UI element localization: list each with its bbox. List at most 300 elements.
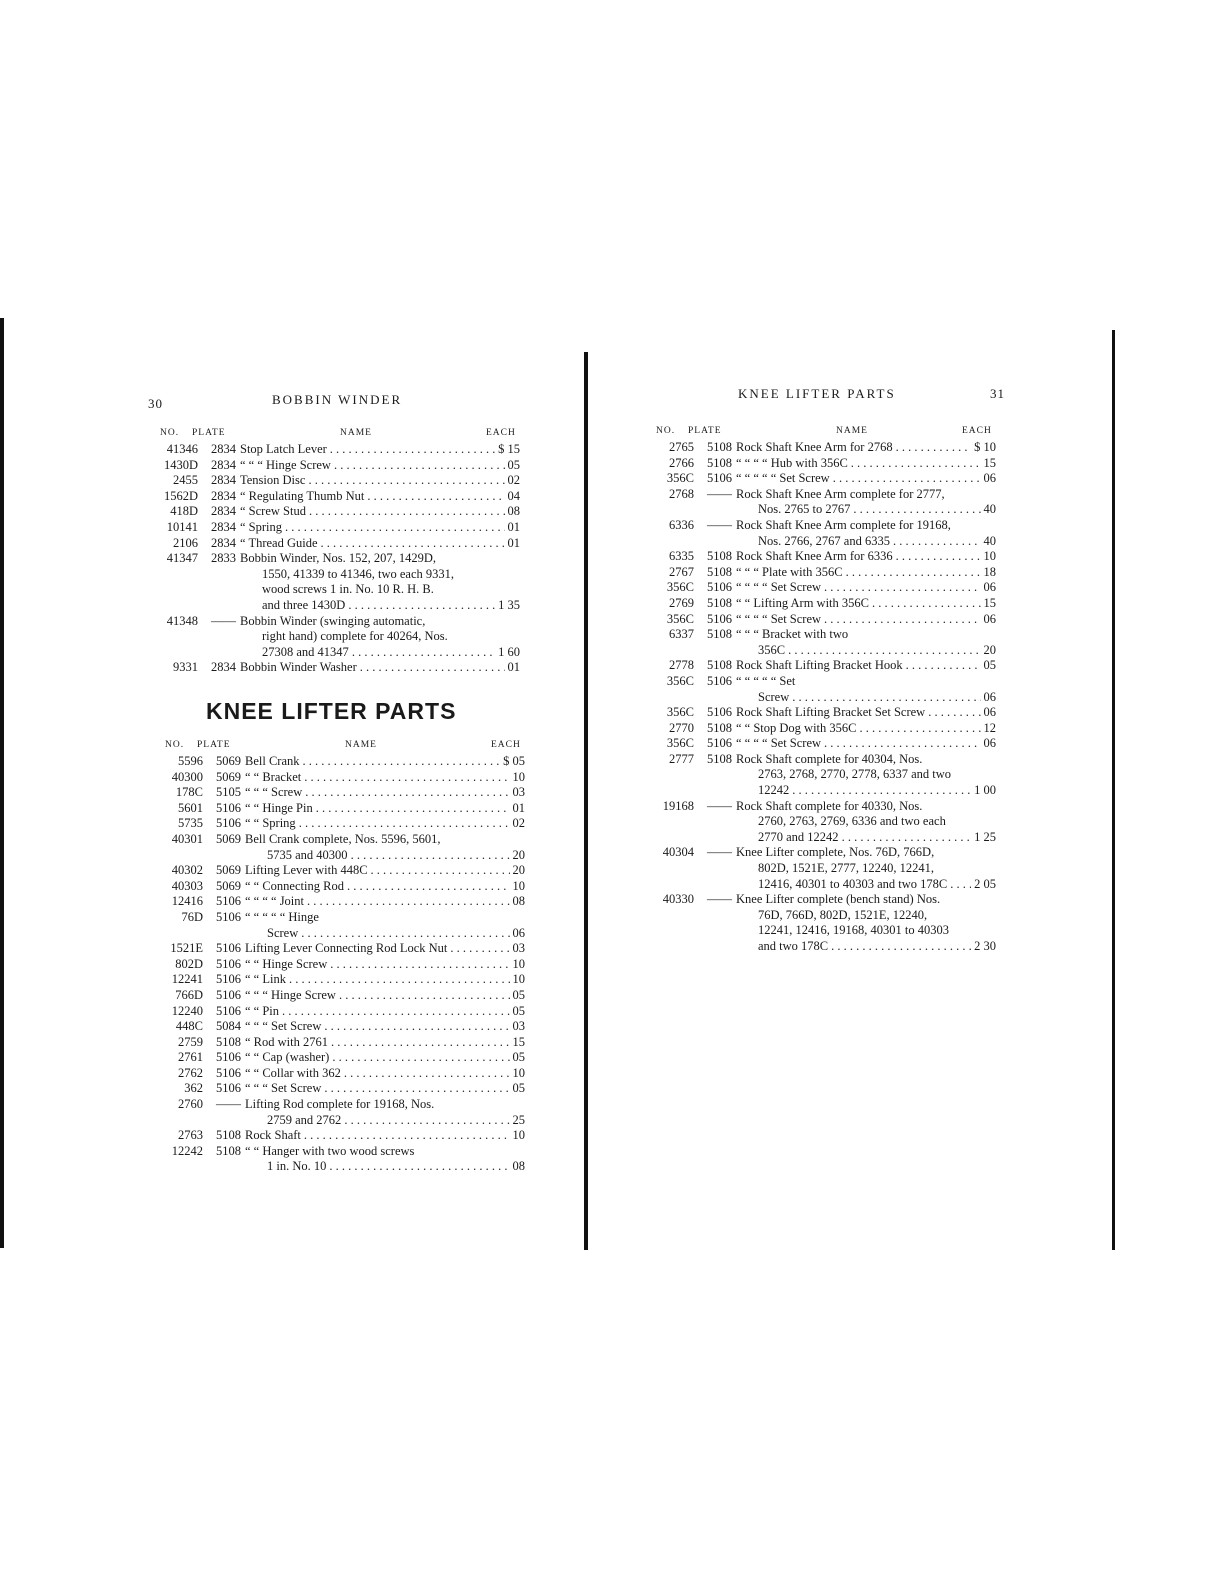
part-name-line: “ “ Collar with 362 [245, 1065, 341, 1080]
price: 10 [512, 1065, 525, 1080]
price: 15 [512, 1034, 525, 1049]
part-name-line: “ Regulating Thumb Nut [240, 488, 365, 503]
part-number: 12240 [171, 1003, 203, 1018]
part-number: 1562D [163, 488, 198, 503]
page-number: 31 [990, 386, 1005, 401]
column-header-no: NO. [160, 428, 180, 438]
part-name [736, 627, 996, 658]
part-name-line: Rock Shaft Lifting Bracket Set Screw [736, 705, 926, 720]
part-row [155, 1144, 525, 1175]
plate-number: 5106 [216, 956, 241, 971]
part-row [646, 658, 996, 674]
part-name-line: 1 in. No. 10 [267, 1159, 327, 1174]
part-name-line: Lifting Lever with 448C [245, 863, 368, 878]
part-row [155, 879, 525, 895]
part-name-line: 76D, 766D, 802D, 1521E, 12240, [758, 907, 928, 922]
plate-number: 5106 [216, 894, 241, 909]
column-headers [155, 738, 525, 754]
part-name-line: “ “ “ Hinge Screw [245, 987, 336, 1002]
part-row [155, 801, 525, 817]
part-row [150, 551, 520, 613]
part-name-line: “ Spring [240, 519, 283, 534]
part-name [736, 440, 996, 456]
plate-number: 5106 [707, 580, 732, 595]
price: 10 [983, 549, 996, 564]
part-name-line: Rock Shaft complete for 40304, Nos. [736, 751, 923, 766]
part-name-line: “ “ Stop Dog with 356C [736, 720, 857, 735]
part-name-line: wood screws 1 in. No. 10 R. H. B. [262, 582, 434, 597]
part-name-line: Rock Shaft [245, 1128, 301, 1143]
plate-number: 2834 [211, 457, 236, 472]
price: 10 [512, 1128, 525, 1143]
part-number: 2106 [173, 535, 198, 550]
price: 01 [512, 800, 525, 815]
part-name [736, 518, 996, 549]
plate-number: 5108 [216, 1143, 241, 1158]
part-name-line: Knee Lifter complete, Nos. 76D, 766D, [736, 845, 935, 860]
plate-number: 5106 [707, 471, 732, 486]
part-name [736, 705, 996, 721]
knee-lifter-parts-table [646, 424, 996, 955]
part-row [155, 941, 525, 957]
part-name-line: “ Thread Guide [240, 535, 318, 550]
part-name [736, 752, 996, 799]
part-number: 2759 [178, 1034, 203, 1049]
part-row [155, 816, 525, 832]
part-name-line: “ “ Lifting Arm with 356C [736, 595, 869, 610]
part-row [150, 489, 520, 505]
part-number: 2777 [669, 751, 694, 766]
part-row [155, 785, 525, 801]
plate-number: —— [707, 892, 732, 907]
part-row [155, 1066, 525, 1082]
part-name [736, 736, 996, 752]
section-heading: KNEE LIFTER PARTS [206, 698, 457, 724]
part-row [646, 456, 996, 472]
part-number: 5596 [178, 754, 203, 768]
plate-number: 5108 [216, 1034, 241, 1049]
part-name-line: “ “ Hanger with two wood screws [245, 1143, 415, 1158]
part-name [245, 941, 525, 957]
running-head: KNEE LIFTER PARTS [738, 386, 896, 401]
part-name [736, 845, 996, 892]
price: 03 [512, 785, 525, 800]
part-number: 802D [175, 956, 203, 971]
plate-number: 5108 [707, 440, 732, 454]
gutter-rule [584, 352, 588, 1250]
part-number: 356C [666, 736, 694, 751]
part-name-line: Rock Shaft Knee Arm for 6336 [736, 549, 893, 564]
part-number: 2760 [178, 1097, 203, 1112]
price: 20 [983, 642, 996, 657]
part-name [240, 473, 520, 489]
plate-number: 5106 [216, 941, 241, 956]
part-name [736, 580, 996, 596]
part-name-line: 27308 and 41347 [262, 644, 349, 659]
price: 40 [983, 502, 996, 517]
part-row [155, 957, 525, 973]
part-number: 356C [666, 611, 694, 626]
part-name-line: Bobbin Winder, Nos. 152, 207, 1429D, [240, 551, 436, 566]
part-number: 41348 [166, 613, 198, 628]
part-name-line: “ “ “ “ Set Screw [736, 580, 822, 595]
part-name [736, 658, 996, 674]
part-number: 19168 [662, 798, 694, 813]
price: 06 [512, 925, 525, 940]
part-number: 12242 [171, 1143, 203, 1158]
part-name-line: Tension Disc [240, 473, 306, 488]
part-name-line: Lifting Lever Connecting Rod Lock Nut [245, 941, 448, 956]
part-name-line: Knee Lifter complete (bench stand) Nos. [736, 892, 941, 907]
part-row [150, 536, 520, 552]
part-name [240, 458, 520, 474]
column-header-no: NO. [656, 426, 676, 436]
plate-number: 5106 [216, 816, 241, 831]
plate-number: 5106 [707, 673, 732, 688]
part-number: 418D [170, 504, 198, 519]
part-name [245, 894, 525, 910]
part-name-line: right hand) complete for 40264, Nos. [262, 629, 448, 644]
part-row [646, 721, 996, 737]
part-name [240, 536, 520, 552]
part-name [736, 549, 996, 565]
part-name [245, 816, 525, 832]
price: 15 [983, 455, 996, 470]
part-name [240, 614, 520, 661]
plate-number: 2834 [211, 660, 236, 675]
part-number: 6336 [669, 517, 694, 532]
price: 02 [507, 473, 520, 488]
price: 15 [983, 595, 996, 610]
plate-number: 5106 [707, 736, 732, 751]
left-page-edge [0, 318, 4, 1248]
part-name [240, 660, 520, 676]
plate-number: 2833 [211, 551, 236, 566]
part-name-line: “ “ “ Plate with 356C [736, 564, 843, 579]
part-name-line: “ “ “ “ “ Set [736, 673, 796, 688]
price: $ 10 [974, 440, 996, 454]
part-number: 178C [175, 785, 203, 800]
plate-number: 2834 [211, 519, 236, 534]
price: 03 [512, 941, 525, 956]
part-row [155, 1081, 525, 1097]
part-row [150, 473, 520, 489]
part-name [245, 1097, 525, 1128]
price: 25 [512, 1112, 525, 1127]
column-header-name: NAME [340, 428, 372, 438]
part-name [736, 596, 996, 612]
part-name-line: “ “ “ Set Screw [245, 1019, 322, 1034]
price: 02 [512, 816, 525, 831]
part-name-line: “ “ Pin [245, 1003, 280, 1018]
part-name-line: “ “ “ “ “ Set Screw [736, 471, 830, 486]
plate-number: 5106 [216, 987, 241, 1002]
part-row [150, 458, 520, 474]
part-name-line: 12416, 40301 to 40303 and two 178C [758, 876, 948, 891]
part-row [646, 487, 996, 518]
part-name [245, 1035, 525, 1051]
part-name-line: Nos. 2766, 2767 and 6335 [758, 533, 890, 548]
part-name-line: Rock Shaft Knee Arm complete for 19168, [736, 517, 951, 532]
part-number: 2768 [669, 486, 694, 501]
plate-number: —— [707, 845, 732, 860]
part-name-line: Rock Shaft Knee Arm for 2768 [736, 440, 893, 454]
part-name-line: “ “ “ “ Hub with 356C [736, 455, 848, 470]
price: 06 [983, 705, 996, 720]
price: 01 [507, 535, 520, 550]
column-header-each: EACH [962, 426, 992, 436]
part-number: 12241 [171, 972, 203, 987]
part-name [245, 1004, 525, 1020]
part-name [245, 863, 525, 879]
part-name [736, 471, 996, 487]
plate-number: 5106 [216, 1050, 241, 1065]
part-number: 2778 [669, 658, 694, 673]
plate-number: 2834 [211, 442, 236, 456]
part-number: 5735 [178, 816, 203, 831]
part-row [646, 627, 996, 658]
part-name [245, 879, 525, 895]
part-row [155, 1128, 525, 1144]
price: 08 [512, 1159, 525, 1174]
part-name-line: “ “ Connecting Rod [245, 878, 344, 893]
part-name-line: 5735 and 40300 [267, 847, 348, 862]
part-number: 356C [666, 471, 694, 486]
price: $ 05 [503, 754, 525, 768]
price: 10 [512, 769, 525, 784]
part-number: 766D [175, 987, 203, 1002]
price: 40 [983, 533, 996, 548]
part-number: 356C [666, 580, 694, 595]
plate-number: —— [707, 798, 732, 813]
plate-number: 2834 [211, 504, 236, 519]
part-number: 2766 [669, 455, 694, 470]
part-name-line: “ “ “ “ Set Screw [736, 736, 822, 751]
part-name [245, 972, 525, 988]
plate-number: 5105 [216, 785, 241, 800]
plate-number: 5108 [707, 627, 732, 642]
plate-number: —— [707, 486, 732, 501]
part-row [646, 799, 996, 846]
part-number: 448C [175, 1019, 203, 1034]
price: 06 [983, 611, 996, 626]
price: 06 [983, 580, 996, 595]
part-name [245, 1050, 525, 1066]
part-row [155, 1097, 525, 1128]
running-head: BOBBIN WINDER [272, 392, 403, 407]
part-row [155, 754, 525, 770]
plate-number: 2834 [211, 535, 236, 550]
part-name-line: and three 1430D [262, 597, 346, 612]
part-name [245, 785, 525, 801]
plate-number: 5108 [707, 564, 732, 579]
part-row [150, 442, 520, 458]
price: 05 [512, 1003, 525, 1018]
part-name-line: 12242 [758, 783, 790, 798]
part-row [646, 580, 996, 596]
part-name [245, 1144, 525, 1175]
part-name-line: Lifting Rod complete for 19168, Nos. [245, 1097, 435, 1112]
column-header-no: NO. [165, 740, 185, 750]
left-page [0, 0, 590, 1584]
part-name [245, 832, 525, 863]
right-page-edge [1112, 330, 1115, 1250]
part-name-line: “ “ Link [245, 972, 286, 987]
part-name-line: Stop Latch Lever [240, 442, 327, 456]
part-name-line: 2770 and 12242 [758, 829, 839, 844]
plate-number: 5108 [707, 549, 732, 564]
page-number: 30 [148, 396, 163, 411]
part-number: 5601 [178, 800, 203, 815]
price: 12 [983, 720, 996, 735]
part-name [736, 487, 996, 518]
price: 05 [983, 658, 996, 673]
part-name-line: Screw [267, 925, 299, 940]
plate-number: 5108 [707, 658, 732, 673]
part-name-line: 1550, 41339 to 41346, two each 9331, [262, 566, 454, 581]
plate-number: 5108 [216, 1128, 241, 1143]
plate-number: 5106 [216, 800, 241, 815]
part-name-line: 12241, 12416, 19168, 40301 to 40303 [758, 923, 949, 938]
part-number: 2455 [173, 473, 198, 488]
part-row [155, 894, 525, 910]
price: 1 60 [498, 644, 520, 659]
column-header-plate: PLATE [192, 428, 226, 438]
part-row [646, 596, 996, 612]
part-name-line: Bell Crank [245, 754, 300, 768]
part-name-line: Bell Crank complete, Nos. 5596, 5601, [245, 831, 441, 846]
part-name-line: 802D, 1521E, 2777, 12240, 12241, [758, 861, 935, 876]
price: 18 [983, 564, 996, 579]
part-row [646, 674, 996, 705]
part-name [736, 612, 996, 628]
plate-number: 5106 [216, 1065, 241, 1080]
plate-number: 5069 [216, 769, 241, 784]
part-name [736, 456, 996, 472]
part-row [646, 845, 996, 892]
plate-number: 5084 [216, 1019, 241, 1034]
plate-number: 5108 [707, 595, 732, 610]
plate-number: 5108 [707, 720, 732, 735]
part-number: 41346 [166, 442, 198, 456]
column-header-plate: PLATE [197, 740, 231, 750]
part-number: 12416 [171, 894, 203, 909]
part-row [155, 1035, 525, 1051]
plate-number: 5106 [707, 705, 732, 720]
part-number: 2763 [178, 1128, 203, 1143]
part-name-line: “ Screw Stud [240, 504, 306, 519]
price: 01 [507, 519, 520, 534]
part-name-line: Rock Shaft Lifting Bracket Hook [736, 658, 903, 673]
part-number: 6335 [669, 549, 694, 564]
part-row [646, 612, 996, 628]
price: 2 30 [974, 939, 996, 954]
part-row [155, 1019, 525, 1035]
part-number: 362 [184, 1081, 203, 1096]
plate-number: 5106 [216, 909, 241, 924]
part-row [155, 988, 525, 1004]
plate-number: 5106 [216, 1003, 241, 1018]
part-name-line: “ “ “ “ Joint [245, 894, 305, 909]
part-name [736, 892, 996, 954]
part-name [245, 754, 525, 770]
price: 06 [983, 736, 996, 751]
column-header-name: NAME [836, 426, 868, 436]
part-number: 1521E [170, 941, 203, 956]
price: 10 [512, 972, 525, 987]
price: 06 [983, 471, 996, 486]
part-name-line: “ “ Bracket [245, 769, 302, 784]
part-row [646, 892, 996, 954]
part-row [646, 752, 996, 799]
part-row [155, 972, 525, 988]
part-name [245, 1066, 525, 1082]
part-name [240, 489, 520, 505]
part-row [155, 1050, 525, 1066]
part-number: 40302 [171, 863, 203, 878]
part-name-line: 356C [758, 642, 786, 657]
column-header-plate: PLATE [688, 426, 722, 436]
part-row [646, 549, 996, 565]
part-name-line: “ “ Hinge Pin [245, 800, 313, 815]
part-number: 2762 [178, 1065, 203, 1080]
column-header-name: NAME [345, 740, 377, 750]
part-name [245, 1128, 525, 1144]
part-number: 6337 [669, 627, 694, 642]
part-name-line: Rock Shaft Knee Arm complete for 2777, [736, 486, 945, 501]
part-number: 40330 [662, 892, 694, 907]
plate-number: 5106 [216, 972, 241, 987]
price: $ 15 [498, 442, 520, 456]
part-name-line: 2759 and 2762 [267, 1112, 342, 1127]
price: 03 [512, 1019, 525, 1034]
part-name [245, 801, 525, 817]
plate-number: 5069 [216, 878, 241, 893]
part-number: 2770 [669, 720, 694, 735]
part-number: 2765 [669, 440, 694, 454]
plate-number: —— [707, 517, 732, 532]
part-name [245, 770, 525, 786]
price: 04 [507, 488, 520, 503]
part-row [646, 440, 996, 456]
part-number: 76D [181, 909, 203, 924]
part-name [736, 799, 996, 846]
part-row [155, 832, 525, 863]
part-name [736, 565, 996, 581]
part-row [150, 614, 520, 661]
part-number: 10141 [166, 519, 198, 534]
part-number: 9331 [173, 660, 198, 675]
part-number: 356C [666, 673, 694, 688]
part-row [155, 770, 525, 786]
plate-number: 5106 [707, 611, 732, 626]
price: 05 [512, 987, 525, 1002]
column-header-each: EACH [486, 428, 516, 438]
price: 08 [512, 894, 525, 909]
part-name-line: “ “ “ “ Set Screw [736, 611, 822, 626]
part-name-line: “ “ Cap (washer) [245, 1050, 330, 1065]
price: 1 35 [498, 597, 520, 612]
part-name [736, 721, 996, 737]
plate-number: 5069 [216, 754, 241, 768]
plate-number: 5069 [216, 863, 241, 878]
part-number: 41347 [166, 551, 198, 566]
part-number: 2761 [178, 1050, 203, 1065]
part-row [150, 520, 520, 536]
part-name [245, 1081, 525, 1097]
part-row [155, 863, 525, 879]
part-row [155, 1004, 525, 1020]
